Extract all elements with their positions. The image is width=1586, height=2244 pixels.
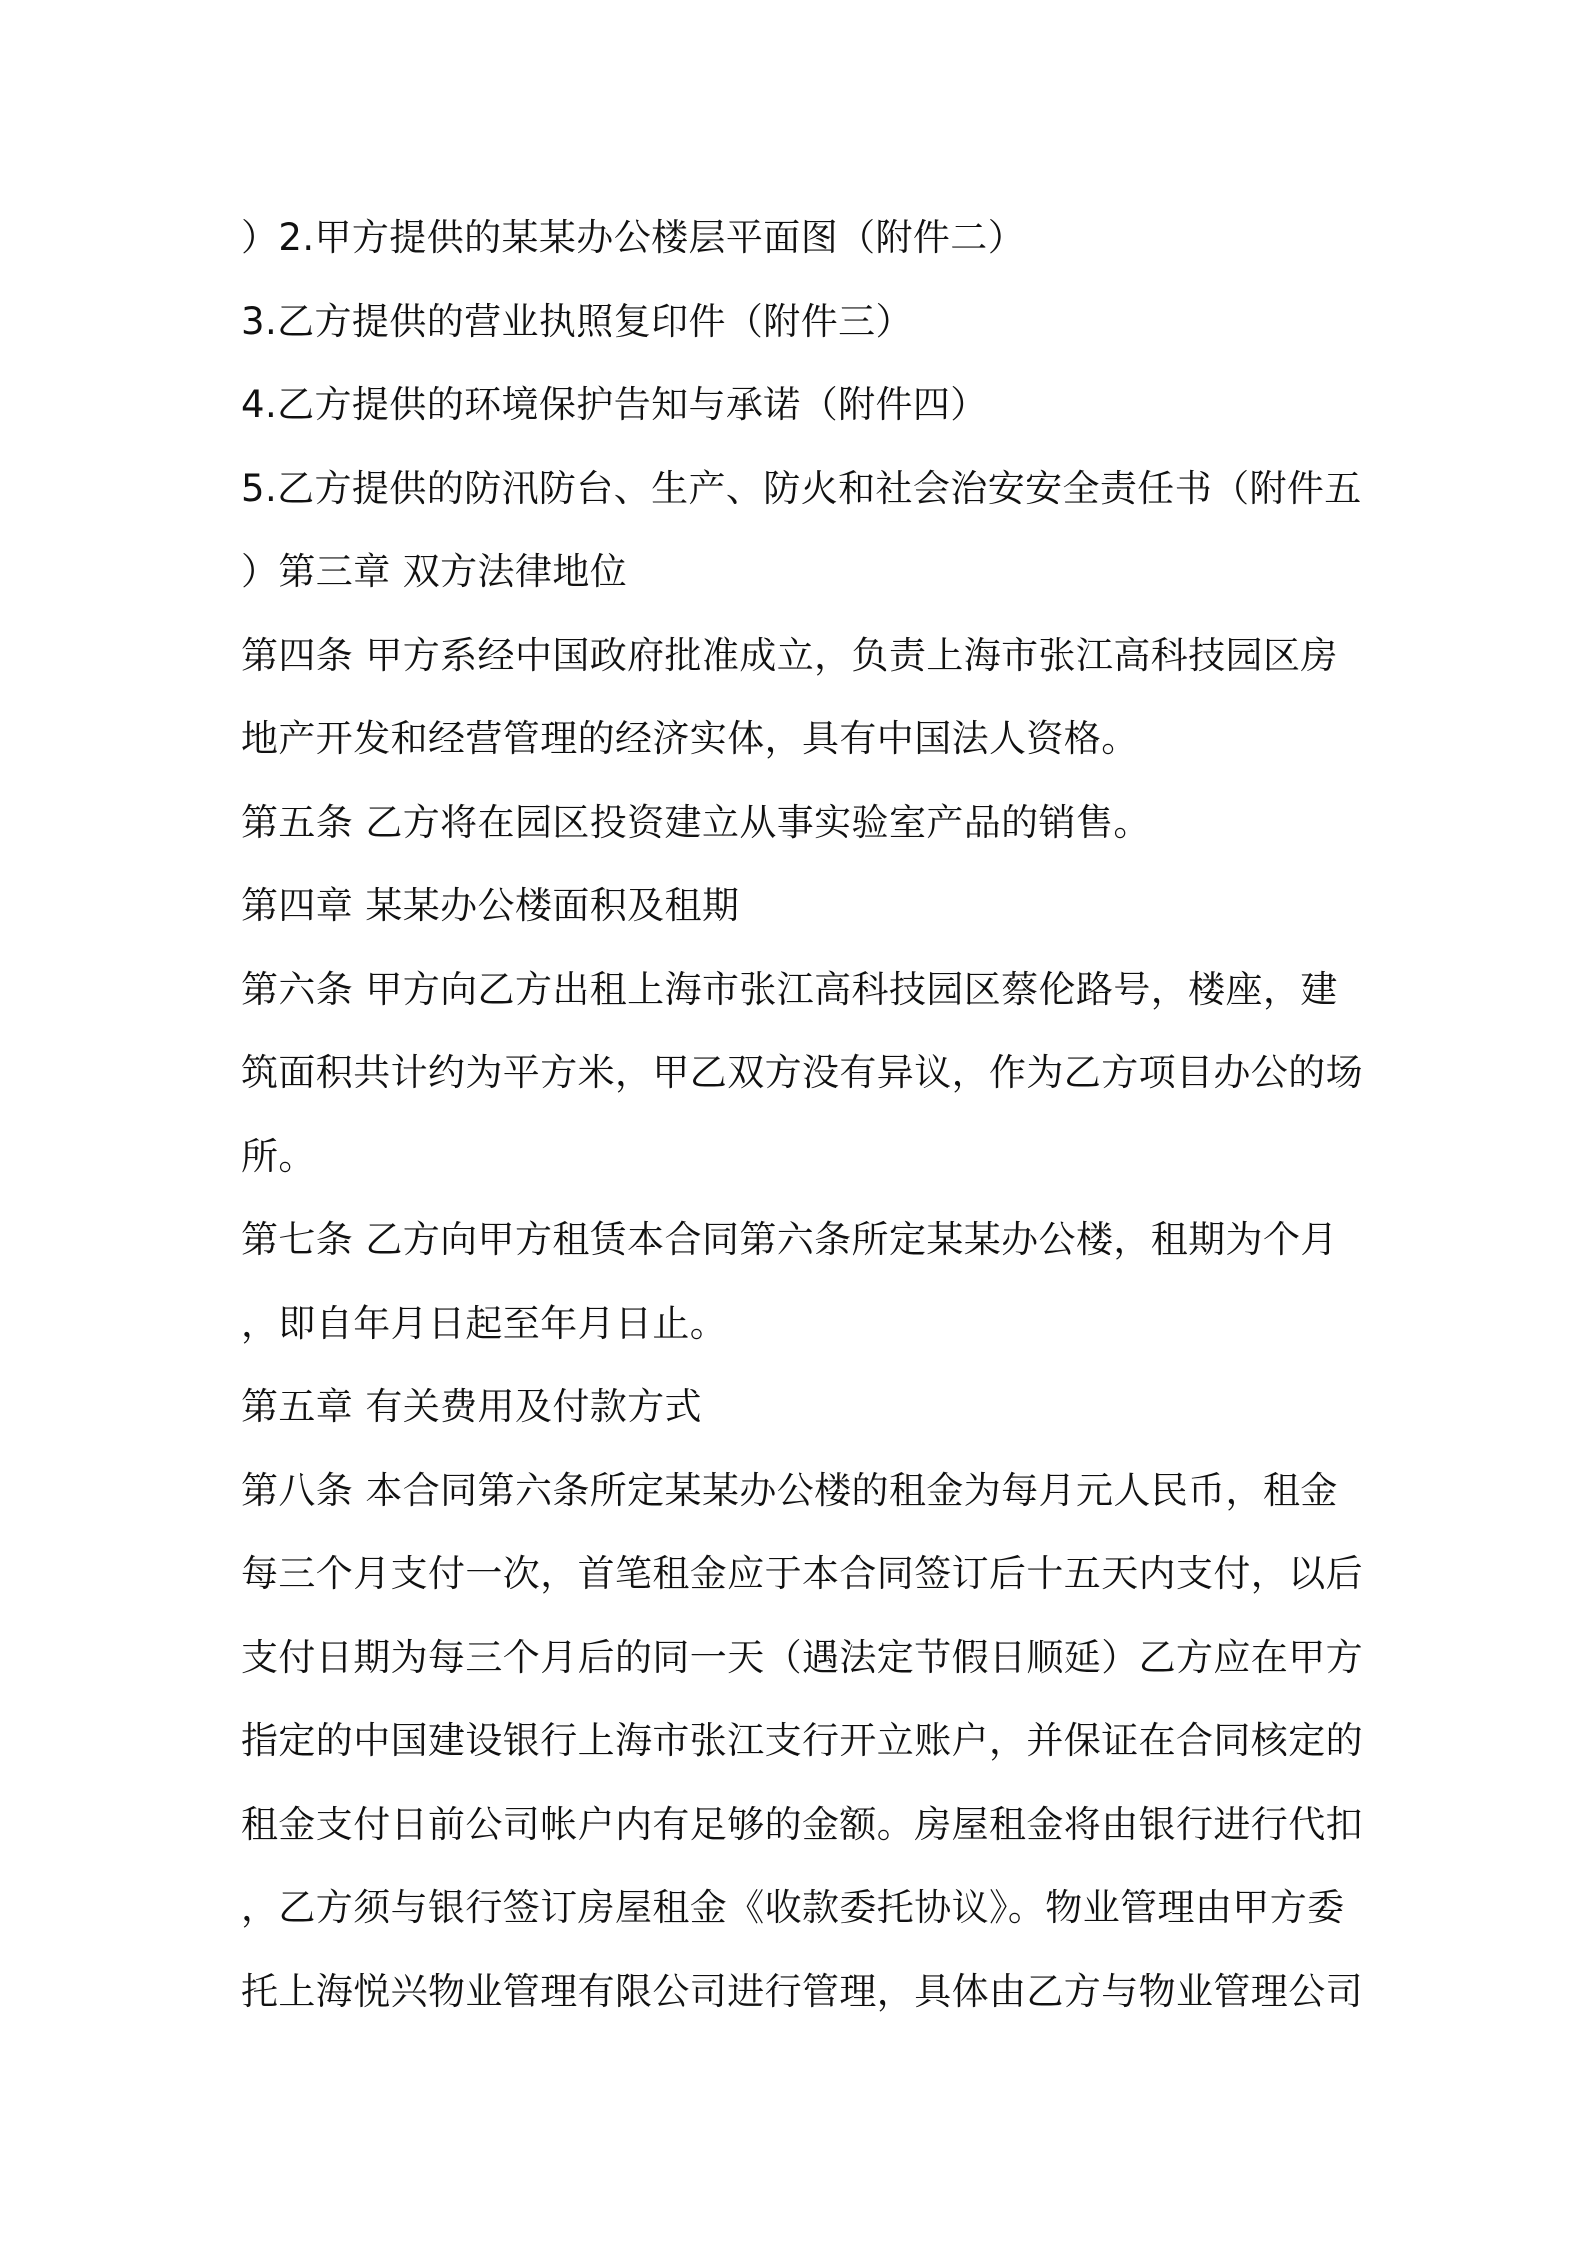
text-line: 第七条 乙方向甲方租赁本合同第六条所定某某办公楼，租期为个月 bbox=[241, 1218, 1338, 1261]
text-line: ，乙方须与银行签订房屋租金《收款委托协议》。物业管理由甲方委 bbox=[241, 1886, 1345, 1929]
text-line: 5.乙方提供的防汛防台、生产、防火和社会治安安全责任书（附件五 bbox=[241, 466, 1362, 510]
text-line: 支付日期为每三个月后的同一天（遇法定节假日顺延）乙方应在甲方 bbox=[241, 1635, 1363, 1679]
document-body bbox=[241, 196, 1363, 2033]
text-line: 第五条 乙方将在园区投资建立从事实验室产品的销售。 bbox=[241, 800, 1151, 844]
text-line: 地产开发和经营管理的经济实体，具有中国法人资格。 bbox=[241, 717, 1139, 760]
text-line: ，即自年月日起至年月日止。 bbox=[241, 1301, 728, 1345]
text-line: 4.乙方提供的环境保护告知与承诺（附件四） bbox=[241, 383, 988, 426]
text-line: 每三个月支付一次，首笔租金应于本合同签订后十五天内支付，以后 bbox=[241, 1552, 1363, 1595]
text-line: 3.乙方提供的营业执照复印件（附件三） bbox=[241, 299, 913, 343]
text-line: 筑面积共计约为平方米，甲乙双方没有异议，作为乙方项目办公的场 bbox=[241, 1051, 1363, 1094]
text-line: 租金支付日前公司帐户内有足够的金额。房屋租金将由银行进行代扣 bbox=[241, 1802, 1363, 1846]
text-line: 第五章 有关费用及付款方式 bbox=[241, 1385, 702, 1428]
text-line: ）第三章 双方法律地位 bbox=[241, 550, 628, 593]
text-line: 所。 bbox=[241, 1134, 316, 1178]
text-line: 第八条 本合同第六条所定某某办公楼的租金为每月元人民币，租金 bbox=[241, 1468, 1338, 1512]
text-line: ）2.甲方提供的某某办公楼层平面图（附件二） bbox=[241, 216, 1026, 259]
text-line: 托上海悦兴物业管理有限公司进行管理，具体由乙方与物业管理公司 bbox=[241, 1969, 1363, 2013]
text-line: 第四条 甲方系经中国政府批准成立，负责上海市张江高科技园区房 bbox=[241, 633, 1338, 677]
text-line: 第四章 某某办公楼面积及租期 bbox=[241, 884, 740, 927]
text-line: 指定的中国建设银行上海市张江支行开立账户，并保证在合同核定的 bbox=[241, 1719, 1363, 1762]
text-line: 第六条 甲方向乙方出租上海市张江高科技园区蔡伦路号，楼座，建 bbox=[241, 967, 1338, 1011]
